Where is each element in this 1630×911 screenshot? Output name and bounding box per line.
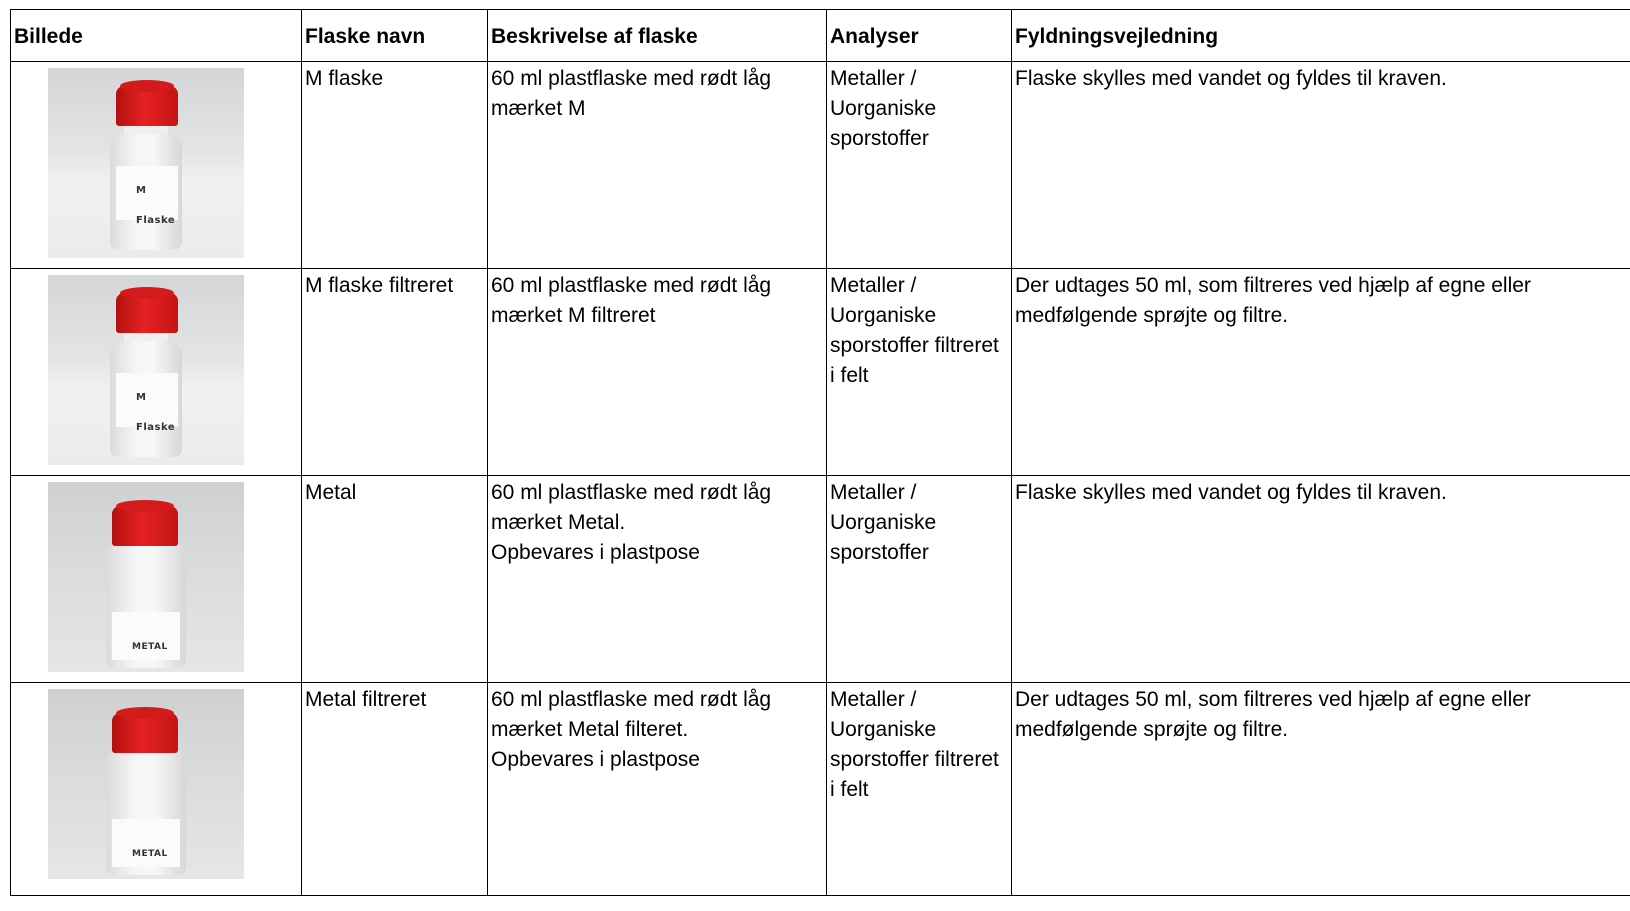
bottle-description: 60 ml plastflaske med rødt låg mærket Metal filteret. Opbevares i plastpose — [488, 683, 827, 896]
header-filling-guide: Fyldningsvejledning — [1012, 10, 1630, 62]
analyses: Metaller / Uorganiske sporstoffer — [827, 476, 1012, 683]
image-cell — [11, 476, 302, 683]
bottle-name: M flaske — [302, 62, 488, 269]
image-cell — [11, 683, 302, 896]
table-row — [11, 269, 1630, 476]
header-row — [11, 10, 1630, 62]
filling-instructions: Flaske skylles med vandet og fyldes til kraven. — [1012, 62, 1630, 269]
bottle-label-text: M Flaske — [136, 392, 176, 433]
analyses: Metaller / Uorganiske sporstoffer — [827, 62, 1012, 269]
analyses: Metaller / Uorganiske sporstoffer filtreret i felt — [827, 269, 1012, 476]
bottle-photo — [48, 275, 244, 465]
filling-instructions: Der udtages 50 ml, som filtreres ved hjælp af egne eller medfølgende sprøjte og filtre. — [1012, 683, 1630, 896]
bottle-description: 60 ml plastflaske med rødt låg mærket M — [488, 62, 827, 269]
header-analyses: Analyser — [827, 10, 1012, 62]
table-row — [11, 476, 1630, 683]
table-row — [11, 683, 1630, 896]
header-bottle-name: Flaske navn — [302, 10, 488, 62]
header-image: Billede — [11, 10, 302, 62]
bottle-label-text: METAL — [132, 849, 168, 859]
bottle-label-text: M Flaske — [136, 185, 176, 226]
analyses: Metaller / Uorganiske sporstoffer filtreret i felt — [827, 683, 1012, 896]
bottle-description: 60 ml plastflaske med rødt låg mærket Metal. Opbevares i plastpose — [488, 476, 827, 683]
bottle-name: Metal filtreret — [302, 683, 488, 896]
bottle-photo — [48, 689, 244, 879]
bottle-name: M flaske filtreret — [302, 269, 488, 476]
bottle-label-text: METAL — [132, 642, 168, 652]
bottle-photo — [48, 68, 244, 258]
bottle-description: 60 ml plastflaske med rødt låg mærket M filtreret — [488, 269, 827, 476]
filling-instructions: Der udtages 50 ml, som filtreres ved hjælp af egne eller medfølgende sprøjte og filtre. — [1012, 269, 1630, 476]
bottle-table — [10, 9, 1630, 896]
filling-instructions: Flaske skylles med vandet og fyldes til kraven. — [1012, 476, 1630, 683]
image-cell — [11, 269, 302, 476]
image-cell — [11, 62, 302, 269]
header-description: Beskrivelse af flaske — [488, 10, 827, 62]
bottle-name: Metal — [302, 476, 488, 683]
bottle-photo — [48, 482, 244, 672]
table-row — [11, 62, 1630, 269]
